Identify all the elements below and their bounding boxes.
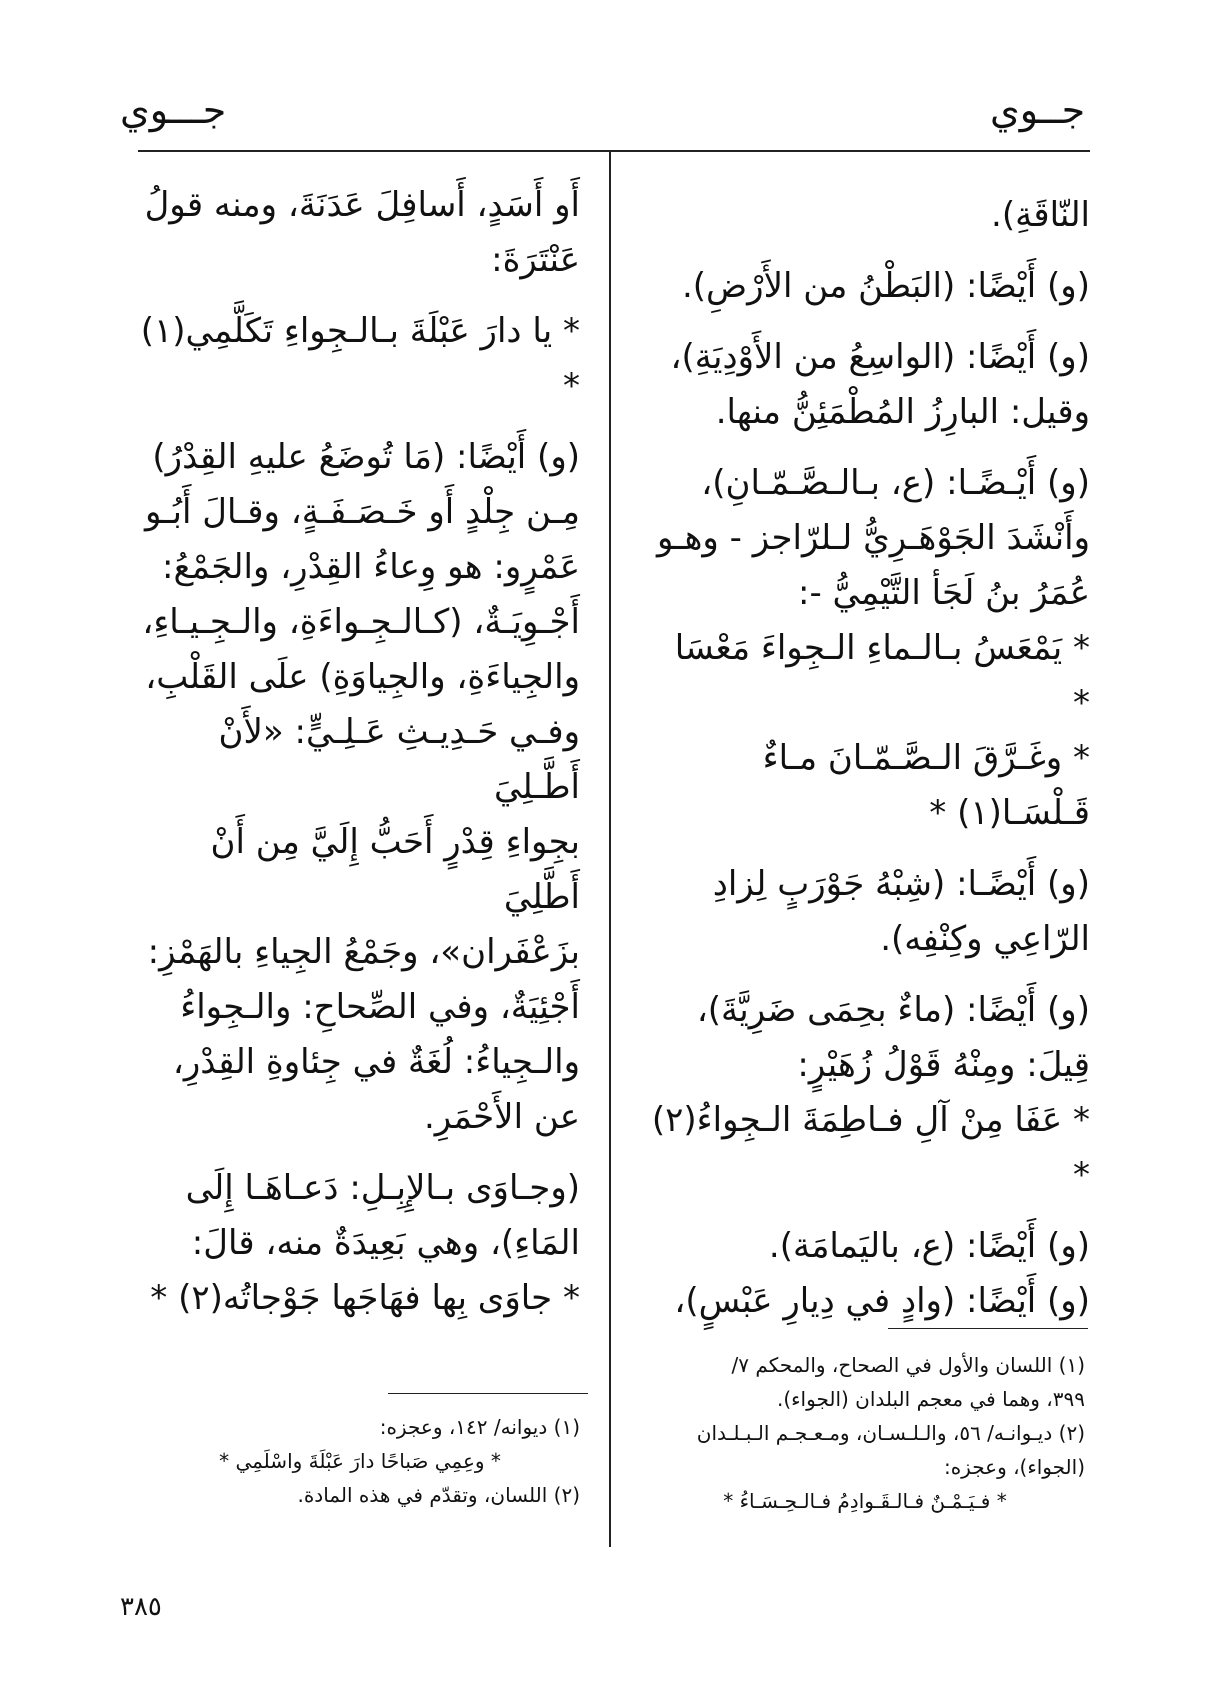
footnote-line: (١) ديوانه/ ١٤٢، وعجزه: xyxy=(379,1415,580,1439)
verse-line: * جاوَى بِها فهَاجَها جَوْجاتُه(٢) * xyxy=(150,1278,580,1318)
running-header-right: جــوي xyxy=(990,88,1086,132)
text-line: (و) أَيْضًا: (البَطْنُ من الأَرْضِ). xyxy=(681,266,1090,306)
footnote-verse: * وعِمِي صَباحًا دارَ عَبْلَةَ واسْلَمِي * xyxy=(219,1449,501,1473)
footnotes-left xyxy=(140,1410,580,1512)
text-line: وفـي حَـدِيـثِ عَـلِـيٍّ: «لأَنْ أَطَّـلِيَ xyxy=(218,712,580,807)
text-line: الرّاعِي وكِنْفِه). xyxy=(880,919,1090,959)
text-line: (و) أَيْضًا: (ع، باليَمامَة). xyxy=(768,1226,1090,1266)
text-line: وقيل: البارِزُ المُطْمَئِنُّ منها. xyxy=(715,392,1090,432)
text-line: (وجـاوَى بـالإِبِـلِ: دَعـاهَـا إِلَى xyxy=(185,1168,580,1208)
text-line: أَجْئِيَةٌ، وفي الصِّحاحِ: والـجِواءُ xyxy=(180,987,580,1027)
text-line: بزَعْفَران»، وجَمْعُ الجِياءِ بالهَمْزِ: xyxy=(147,932,580,972)
text-line: عن الأَحْمَرِ. xyxy=(423,1097,580,1137)
text-line: قِيلَ: ومِنْهُ قَوْلُ زُهَيْرٍ: xyxy=(797,1045,1090,1085)
left-column xyxy=(140,178,580,1326)
verse-line: * يَمْعَسُ بـالـماءِ الـجِواءَ مَعْسَا * xyxy=(674,628,1090,723)
running-header-left: جـــوي xyxy=(120,88,227,132)
verse-line: * عَفَا مِنْ آلِ فـاطِمَةَ الـجِواءُ(٢) * xyxy=(651,1100,1090,1195)
text-line: أَو أَسَدٍ، أَسافِلَ عَدَنَةَ، ومنه قولُ xyxy=(144,185,580,225)
text-line: أَجْـوِيَـةٌ، (كـالـجِـواءَةِ، والـجِـيـاءِ، xyxy=(142,602,580,642)
text-line: (و) أَيْـضًـا: (ع، بـالـصَّـمّـانِ)، xyxy=(701,463,1090,503)
text-line: والجِياءَةِ، والجِياوَةِ) علَى القَلْبِ، xyxy=(145,657,580,697)
verse-line: * وغَـرَّقَ الـصَّـمّـانَ مـاءٌ قَـلْسَـا(١) * xyxy=(762,738,1090,833)
text-line: وأَنْشَدَ الجَوْهَـرِيُّ لـلرّاجز - وهـو xyxy=(656,518,1090,558)
footnote-line: (٢) اللسان، وتقدّم في هذه المادة. xyxy=(297,1483,580,1507)
footnote-rule-right xyxy=(888,1328,1088,1329)
page-number: ٣٨٥ xyxy=(120,1592,162,1622)
text-line: (و) أَيْضًـا: (شِبْهُ جَوْرَبٍ لِزادِ xyxy=(712,864,1090,904)
text-line: عُمَرُ بنُ لَجَأ التَّيْمِيُّ -: xyxy=(798,573,1090,613)
footnotes-right xyxy=(645,1348,1085,1518)
footnote-line: (٢) ديـوانـه/ ٥٦، والـلـسـان، ومـعـجـم الـبـلـدان xyxy=(696,1421,1085,1445)
column-divider xyxy=(609,152,611,1547)
footnote-line: (١) اللسان والأول في الصحاح، والمحكم ٧/ xyxy=(731,1353,1085,1377)
text-line: بجِواءِ قِدْرٍ أَحَبُّ إِلَيَّ مِن أَنْ أَطَّلِيَ xyxy=(210,822,580,917)
footnote-line: (الجواء)، وعجزه: xyxy=(943,1455,1085,1479)
header-rule xyxy=(138,150,1090,152)
text-line: مِـن جِلْدٍ أَو خَـصَـفَـةٍ، وقـالَ أَبُـو xyxy=(145,492,580,532)
text-line: (و) أَيْضًا: (ماءٌ بحِمَى ضَرِيَّةَ)، xyxy=(696,990,1090,1030)
text-line: عَمْرٍو: هو وِعاءُ القِدْرِ، والجَمْعُ: xyxy=(162,547,580,587)
footnote-rule-left xyxy=(388,1393,588,1394)
text-line: النّاقَةِ). xyxy=(991,195,1090,235)
text-line: عَنْتَرَةَ: xyxy=(491,240,580,280)
text-line: (و) أَيْضًا: (الواسِعُ من الأَوْدِيَةِ)، xyxy=(670,337,1090,377)
right-column xyxy=(650,188,1090,1329)
verse-line: * يا دارَ عَبْلَةَ بـالـجِواءِ تَكَلَّمِي(١) * xyxy=(140,311,580,406)
text-line: (و) أَيْضًا: (مَا تُوضَعُ عليهِ القِدْرُ) xyxy=(152,437,580,477)
text-line: المَاءِ)، وهي بَعِيدَةٌ منه، قالَ: xyxy=(191,1223,580,1263)
text-line: (و) أَيْضًا: (وادٍ في دِيارِ عَبْسٍ)، xyxy=(674,1281,1090,1321)
text-line: والـجِياءُ: لُغَةٌ في جِئاوةِ القِدْرِ، xyxy=(172,1042,580,1082)
footnote-line: ٣٩٩، وهما في معجم البلدان (الجواء). xyxy=(776,1387,1085,1411)
footnote-verse: * فـيَـمْـنٌ فـالـقَـوادِمُ فـالـحِـسَـاءُ * xyxy=(723,1489,1007,1513)
